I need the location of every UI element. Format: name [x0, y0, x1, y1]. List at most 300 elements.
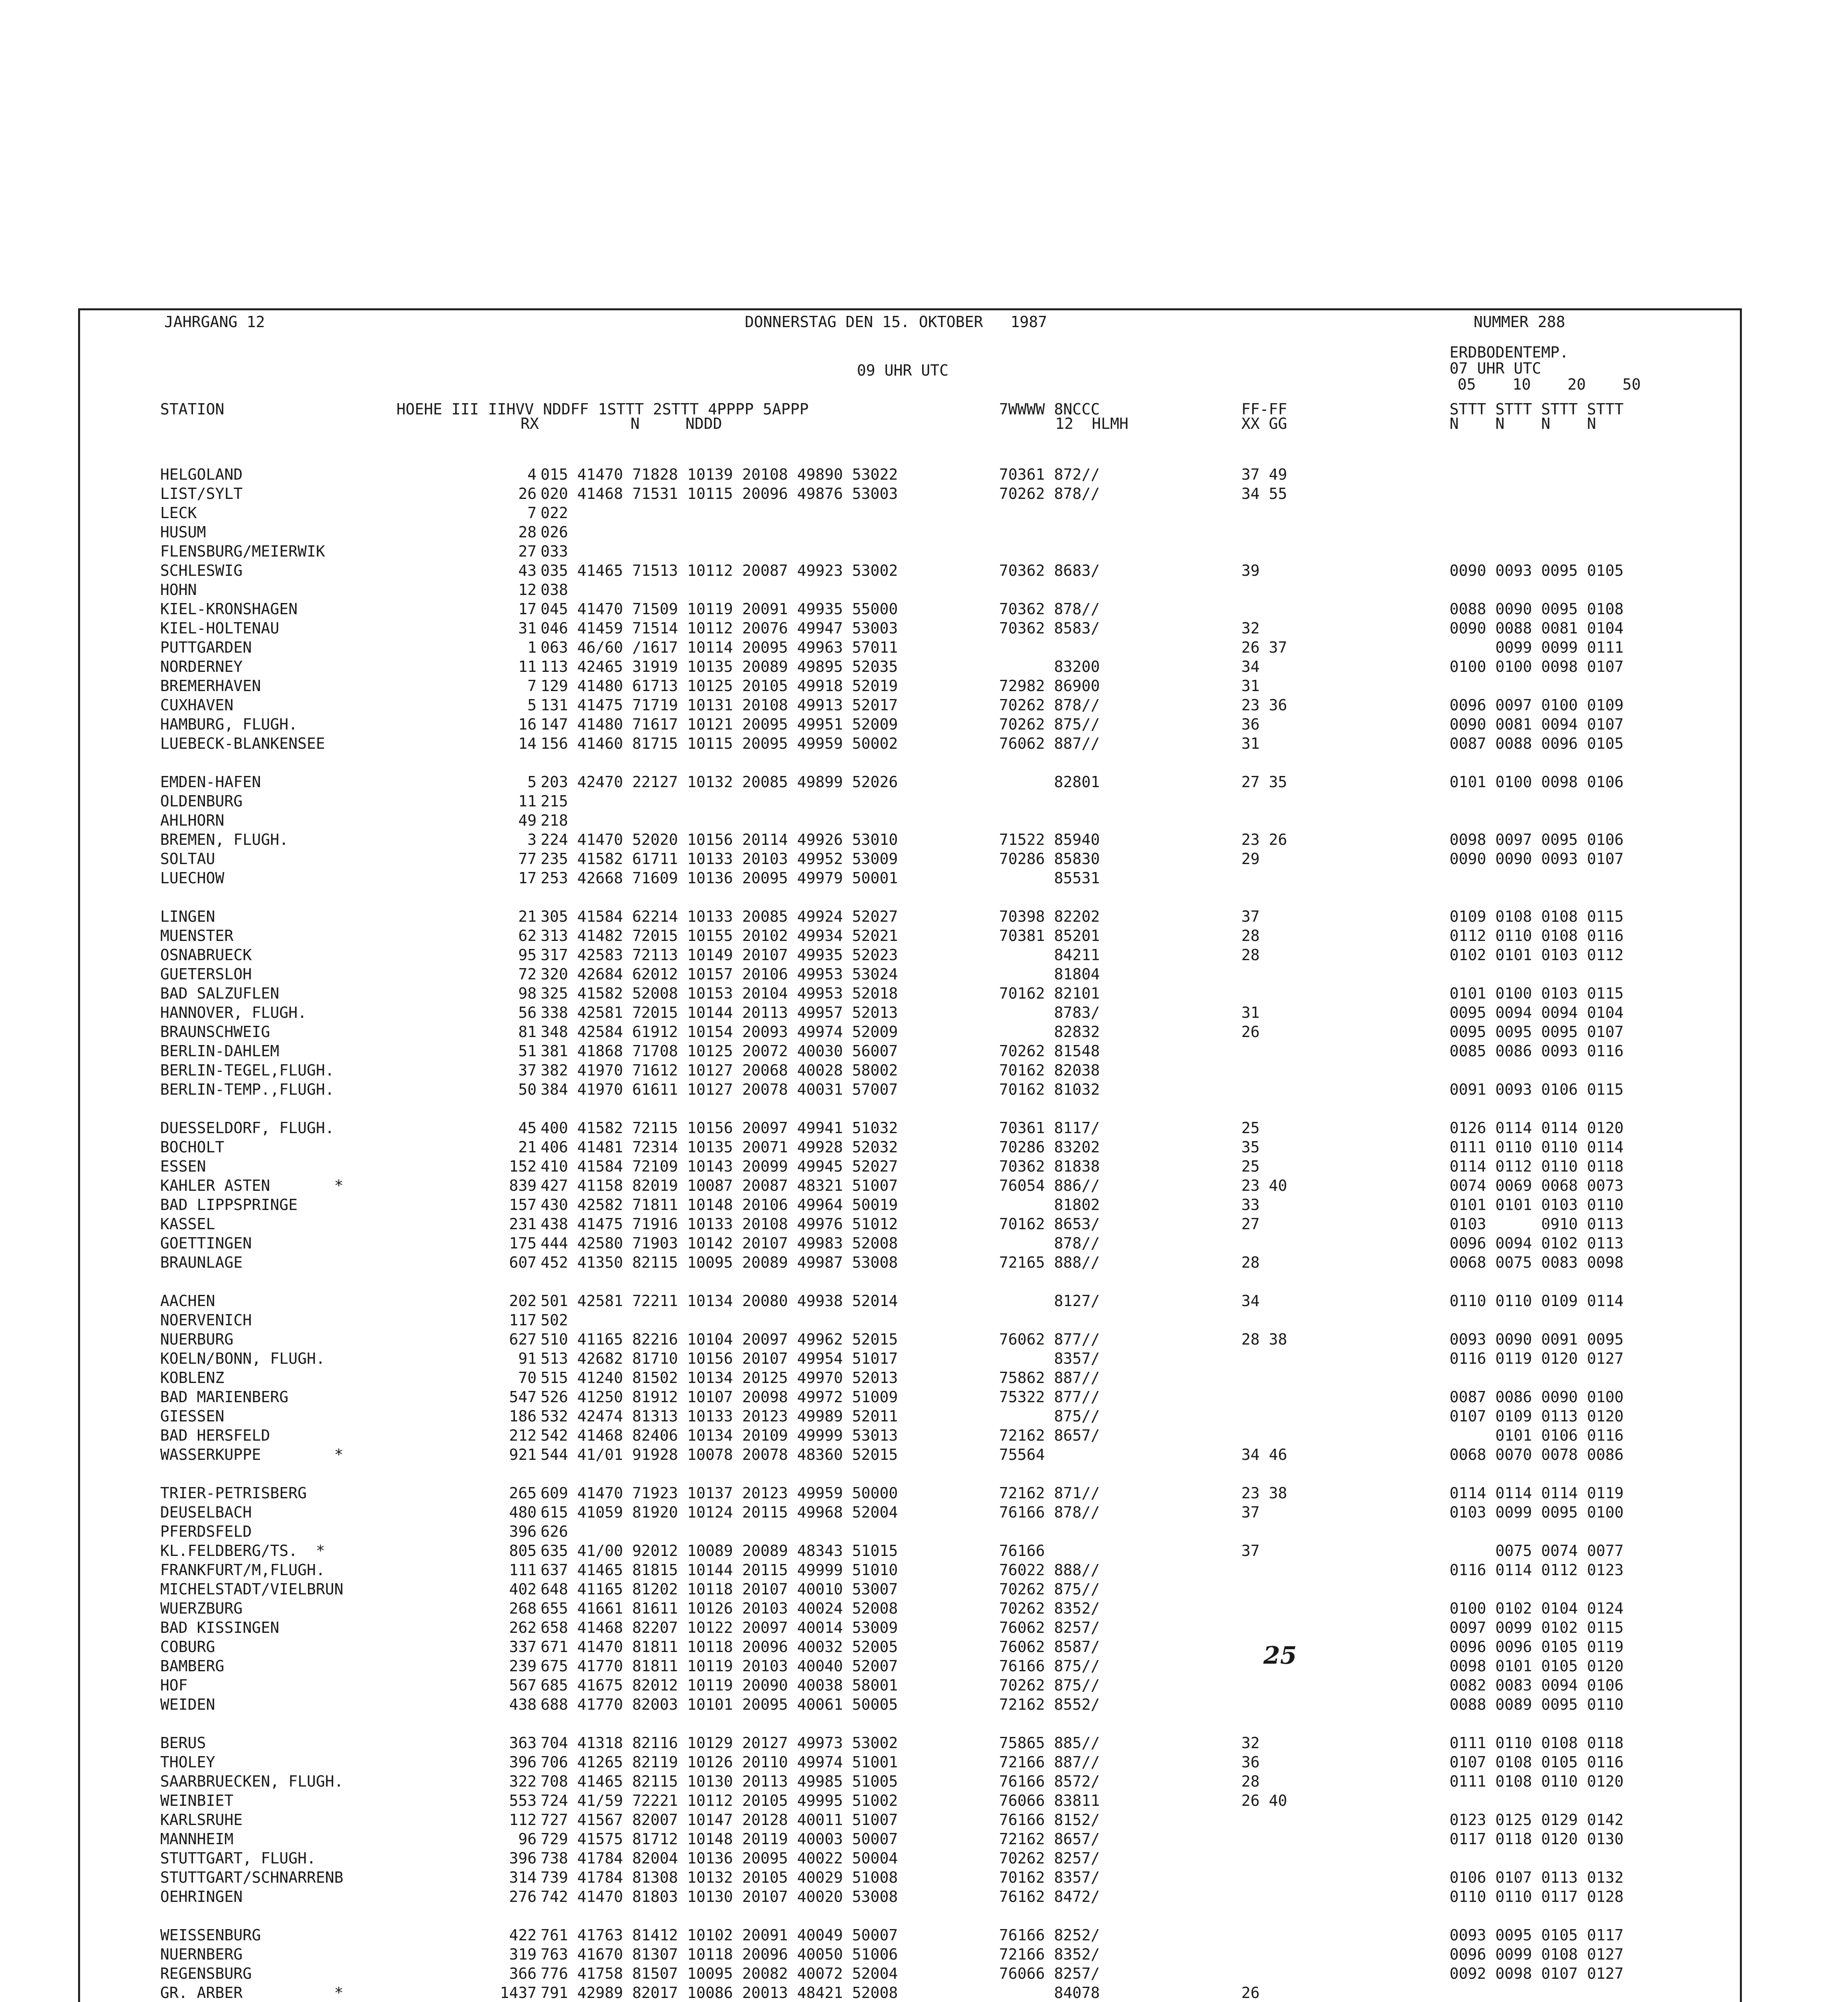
observation-time: 09 UHR UTC: [857, 362, 949, 379]
station-height: 805: [509, 1542, 537, 1560]
station-name: FLENSBURG/MEIERWIK: [160, 543, 325, 560]
soil-temps: 0114 0114 0114 0119: [1450, 1484, 1624, 1502]
synop-groups: 609 41470 71923 10137 20123 49959 50000: [541, 1484, 898, 1502]
synop-groups: 706 41265 82119 10126 20110 49974 51001: [541, 1753, 898, 1771]
soil-temps: 0101 0101 0103 0110: [1450, 1196, 1624, 1214]
weather-groups: 70162 82101: [999, 985, 1100, 1002]
station-name: WEIDEN: [160, 1696, 215, 1713]
station-height: 396: [509, 1523, 537, 1540]
weather-groups: 75862 887//: [999, 1369, 1100, 1387]
weather-groups: 76166 8152/: [999, 1811, 1100, 1829]
weather-groups: 70262 8352/: [999, 1600, 1100, 1617]
soil-temps: 0123 0125 0129 0142: [1450, 1811, 1624, 1829]
station-height: 567: [509, 1676, 537, 1694]
wind-gusts: 27: [1241, 1215, 1260, 1233]
soil-temps: 0100 0102 0104 0124: [1450, 1600, 1624, 1617]
station-name: SAARBRUECKEN, FLUGH.: [160, 1773, 344, 1790]
station-height: 396: [509, 1849, 537, 1867]
weather-groups: 72982 86900: [999, 677, 1100, 695]
weather-groups: 72162 8657/: [999, 1830, 1100, 1848]
wind-gusts: 34: [1241, 658, 1260, 675]
synop-groups: 532 42474 81313 10133 20123 49989 52011: [541, 1407, 898, 1425]
station-height: 70: [518, 1369, 537, 1387]
station-name: BAMBERG: [160, 1657, 225, 1675]
weather-groups: 75322 877//: [999, 1388, 1100, 1406]
station-height: 276: [509, 1888, 537, 1906]
station-name: WEISSENBURG: [160, 1926, 261, 1944]
station-name: WUERZBURG: [160, 1600, 243, 1617]
soil-depths: 05 10 20 50: [1458, 376, 1641, 393]
soil-temps: 0101 0100 0103 0115: [1450, 985, 1624, 1002]
weather-groups: 70262 878//: [999, 696, 1100, 714]
synop-groups: 515 41240 81502 10134 20125 49970 52013: [541, 1369, 898, 1387]
weather-groups: 70162 8653/: [999, 1215, 1100, 1233]
weather-groups: 70361 8117/: [999, 1119, 1100, 1137]
station-height: 56: [518, 1004, 537, 1021]
synop-groups: 203 42470 22127 10132 20085 49899 52026: [541, 773, 898, 791]
wind-gusts: 26: [1241, 1984, 1260, 2002]
station-height: 21: [518, 908, 537, 925]
synop-groups: 626: [541, 1523, 568, 1540]
weather-groups: 72166 8352/: [999, 1946, 1100, 1963]
synop-groups: 637 41465 81815 10144 20115 49999 51010: [541, 1561, 898, 1579]
weather-groups: 72166 887//: [999, 1753, 1100, 1771]
station-name: BERLIN-TEMP.,FLUGH.: [160, 1081, 334, 1098]
soil-temps: 0106 0107 0113 0132: [1450, 1869, 1624, 1886]
soil-temps: 0074 0069 0068 0073: [1450, 1177, 1624, 1194]
station-height: 7: [527, 504, 537, 522]
station-height: 1437: [500, 1984, 537, 2002]
station-name: LUECHOW: [160, 869, 225, 887]
station-name: SCHLESWIG: [160, 562, 243, 579]
synop-groups: 305 41584 62214 10133 20085 49924 52027: [541, 908, 898, 925]
station-height: 11: [518, 792, 537, 810]
station-name: BREMERHAVEN: [160, 677, 261, 695]
station-name: TRIER-PETRISBERG: [160, 1484, 307, 1502]
soil-temps: 0090 0081 0094 0107: [1450, 716, 1624, 733]
synop-groups: 501 42581 72211 10134 20080 49938 52014: [541, 1292, 898, 1310]
weather-groups: 85531: [999, 869, 1100, 887]
synop-groups: 763 41670 81307 10118 20096 40050 51006: [541, 1946, 898, 1963]
station-height: 5: [527, 773, 537, 791]
station-height: 268: [509, 1600, 537, 1617]
synop-groups: 348 42584 61912 10154 20093 49974 52009: [541, 1023, 898, 1041]
soil-temps: 0111 0110 0108 0118: [1450, 1734, 1624, 1752]
station-height: 72: [518, 965, 537, 983]
station-height: 37: [518, 1061, 537, 1079]
weather-groups: 72162 8552/: [999, 1696, 1100, 1713]
synop-groups: 063 46/60 /1617 10114 20095 49963 57011: [541, 639, 898, 656]
soil-temp-title: ERDBODENTEMP.: [1450, 344, 1569, 361]
soil-temps: 0090 0090 0093 0107: [1450, 850, 1624, 868]
weather-groups: 76066 83811: [999, 1792, 1100, 1809]
station-name: KOELN/BONN, FLUGH.: [160, 1350, 325, 1367]
station-name: BERUS: [160, 1734, 206, 1752]
weather-groups: 875//: [999, 1407, 1100, 1425]
soil-temps: 0112 0110 0108 0116: [1450, 927, 1624, 945]
soil-temps: 0103 0910 0113: [1450, 1215, 1624, 1233]
station-height: 157: [509, 1196, 537, 1214]
soil-temps: 0082 0083 0094 0106: [1450, 1676, 1624, 1694]
station-name: STUTTGART, FLUGH.: [160, 1849, 316, 1867]
synop-groups: 452 41350 82115 10095 20089 49987 53008: [541, 1254, 898, 1271]
station-name: THOLEY: [160, 1753, 215, 1771]
synop-groups: 215: [541, 792, 568, 810]
soil-temps: 0116 0119 0120 0127: [1450, 1350, 1624, 1367]
weather-groups: 70262 81548: [999, 1042, 1100, 1060]
soil-temps: 0068 0075 0083 0098: [1450, 1254, 1624, 1271]
soil-temps: 0087 0088 0096 0105: [1450, 735, 1624, 752]
station-name: KARLSRUHE: [160, 1811, 243, 1829]
station-height: 202: [509, 1292, 537, 1310]
wind-gusts: 28: [1241, 927, 1260, 945]
synop-groups: 791 42989 82017 10086 20013 48421 52008: [541, 1984, 898, 2002]
station-name: LIST/SYLT: [160, 485, 243, 503]
station-name: NUERBURG: [160, 1331, 234, 1348]
synop-groups: 430 42582 71811 10148 20106 49964 50019: [541, 1196, 898, 1214]
weather-groups: 76166 878//: [999, 1504, 1100, 1521]
station-name: REGENSBURG: [160, 1965, 252, 1982]
synop-groups: 708 41465 82115 10130 20113 49985 51005: [541, 1773, 898, 1790]
synop-groups: 131 41475 71719 10131 20108 49913 52017: [541, 696, 898, 714]
station-name: HUSUM: [160, 523, 206, 541]
station-name: GUETERSLOH: [160, 965, 252, 983]
column-groups-sub: RX N NDDD: [521, 415, 722, 432]
wind-gusts: 28 38: [1241, 1331, 1287, 1348]
wind-gusts: 37: [1241, 1542, 1260, 1560]
station-name: BAD HERSFELD: [160, 1427, 270, 1444]
synop-groups: 224 41470 52020 10156 20114 49926 53010: [541, 831, 898, 848]
station-name: OSNABRUECK: [160, 946, 252, 964]
soil-temps: 0117 0118 0120 0130: [1450, 1830, 1624, 1848]
station-height: 112: [509, 1811, 537, 1829]
wind-gusts: 23 36: [1241, 696, 1287, 714]
station-height: 7: [527, 677, 537, 695]
station-height: 422: [509, 1926, 537, 1944]
wind-gusts: 27 35: [1241, 773, 1287, 791]
station-height: 319: [509, 1946, 537, 1963]
station-height: 49: [518, 812, 537, 829]
synop-groups: 776 41758 81507 10095 20082 40072 52004: [541, 1965, 898, 1982]
station-name: MANNHEIM: [160, 1830, 234, 1848]
station-height: 839: [509, 1177, 537, 1194]
synop-groups: 739 41784 81308 10132 20105 40029 51008: [541, 1869, 898, 1886]
weather-groups: 71522 85940: [999, 831, 1100, 848]
weather-groups: 70262 875//: [999, 1580, 1100, 1598]
station-height: 175: [509, 1234, 537, 1252]
synop-groups: 113 42465 31919 10135 20089 49895 52035: [541, 658, 898, 675]
station-name: HELGOLAND: [160, 466, 243, 483]
station-height: 26: [518, 485, 537, 503]
station-name: ESSEN: [160, 1158, 206, 1175]
station-name: BRAUNLAGE: [160, 1254, 243, 1271]
wind-gusts: 31: [1241, 735, 1260, 752]
weather-groups: 81804: [999, 965, 1100, 983]
soil-temps: 0090 0093 0095 0105: [1450, 562, 1624, 579]
weather-groups: 76062 877//: [999, 1331, 1100, 1348]
synop-groups: 727 41567 82007 10147 20128 40011 51007: [541, 1811, 898, 1829]
soil-temps: 0110 0110 0117 0128: [1450, 1888, 1624, 1906]
soil-temps: 0101 0106 0116: [1450, 1427, 1624, 1444]
weather-groups: 75865 885//: [999, 1734, 1100, 1752]
weather-groups: 70262 875//: [999, 716, 1100, 733]
station-name: MICHELSTADT/VIELBRUN: [160, 1580, 344, 1598]
station-height: 553: [509, 1792, 537, 1809]
synop-groups: 020 41468 71531 10115 20096 49876 53003: [541, 485, 898, 503]
station-name: AHLHORN: [160, 812, 225, 829]
station-height: 337: [509, 1638, 537, 1656]
weather-groups: 70361 872//: [999, 466, 1100, 483]
soil-temps: 0090 0088 0081 0104: [1450, 619, 1624, 637]
weather-groups: 70286 85830: [999, 850, 1100, 868]
soil-temps: 0110 0110 0109 0114: [1450, 1292, 1624, 1310]
report-date: DONNERSTAG DEN 15. OKTOBER 1987: [745, 313, 1047, 331]
station-name: STUTTGART/SCHNARRENB: [160, 1869, 344, 1886]
weather-groups: 81802: [999, 1196, 1100, 1214]
station-name: PFERDSFELD: [160, 1523, 252, 1540]
weather-groups: 70262 875//: [999, 1676, 1100, 1694]
station-height: 262: [509, 1619, 537, 1636]
station-name: KOBLENZ: [160, 1369, 225, 1387]
station-name: NUERNBERG: [160, 1946, 243, 1963]
weather-groups: 83200: [999, 658, 1100, 675]
synop-groups: 410 41584 72109 10143 20099 49945 52027: [541, 1158, 898, 1175]
station-name: NOERVENICH: [160, 1311, 252, 1329]
station-height: 152: [509, 1158, 537, 1175]
weather-groups: 70162 82038: [999, 1061, 1100, 1079]
column-wind: FF-FF: [1241, 400, 1287, 418]
soil-temps: 0087 0086 0090 0100: [1450, 1388, 1624, 1406]
column-wind-sub: XX GG: [1241, 415, 1287, 432]
weather-groups: 70162 81032: [999, 1081, 1100, 1098]
soil-temps: 0100 0100 0098 0107: [1450, 658, 1624, 675]
station-name: BERLIN-TEGEL,FLUGH.: [160, 1061, 334, 1079]
weather-groups: 70381 85201: [999, 927, 1100, 945]
station-height: 480: [509, 1504, 537, 1521]
wind-gusts: 34 46: [1241, 1446, 1287, 1463]
wind-gusts: 35: [1241, 1138, 1260, 1156]
column-groups: HOEHE III IIHVV NDDFF 1STTT 2STTT 4PPPP 5APPP: [396, 400, 809, 418]
synop-groups: 635 41/00 92012 10089 20089 48343 51015: [541, 1542, 898, 1560]
soil-temps: 0096 0097 0100 0109: [1450, 696, 1624, 714]
station-height: 51: [518, 1042, 537, 1060]
wind-gusts: 32: [1241, 1734, 1260, 1752]
station-height: 239: [509, 1657, 537, 1675]
soil-temps: 0101 0100 0098 0106: [1450, 773, 1624, 791]
soil-temps: 0102 0101 0103 0112: [1450, 946, 1624, 964]
soil-temps: 0107 0108 0105 0116: [1450, 1753, 1624, 1771]
synop-groups: 035 41465 71513 10112 20087 49923 53002: [541, 562, 898, 579]
station-name: LECK: [160, 504, 197, 522]
wind-gusts: 23 38: [1241, 1484, 1287, 1502]
weather-groups: 76054 886//: [999, 1177, 1100, 1194]
weather-groups: 70362 878//: [999, 600, 1100, 618]
wind-gusts: 28: [1241, 1254, 1260, 1271]
soil-temps: 0068 0070 0078 0086: [1450, 1446, 1624, 1463]
synop-groups: 313 41482 72015 10155 20102 49934 52021: [541, 927, 898, 945]
synop-groups: 658 41468 82207 10122 20097 40014 53009: [541, 1619, 898, 1636]
station-height: 3: [527, 831, 537, 848]
synop-groups: 129 41480 61713 10125 20105 49918 52019: [541, 677, 898, 695]
wind-gusts: 31: [1241, 1004, 1260, 1021]
weather-groups: 76062 887//: [999, 735, 1100, 752]
column-soil-sub: N N N N: [1450, 415, 1597, 432]
soil-temps: 0085 0086 0093 0116: [1450, 1042, 1624, 1060]
soil-temps: 0096 0096 0105 0119: [1450, 1638, 1624, 1656]
wind-gusts: 25: [1241, 1119, 1260, 1137]
station-height: 91: [518, 1350, 537, 1367]
soil-temps: 0092 0098 0107 0127: [1450, 1965, 1624, 1982]
station-name: KAHLER ASTEN *: [160, 1177, 344, 1194]
weather-groups: 82801: [999, 773, 1100, 791]
wind-gusts: 33: [1241, 1196, 1260, 1214]
synop-groups: 655 41661 81611 10126 20103 40024 52008: [541, 1600, 898, 1617]
wind-gusts: 26 37: [1241, 639, 1287, 656]
station-height: 95: [518, 946, 537, 964]
station-height: 43: [518, 562, 537, 579]
weather-groups: 75564: [999, 1446, 1045, 1463]
soil-temps: 0107 0109 0113 0120: [1450, 1407, 1624, 1425]
synop-groups: 671 41470 81811 10118 20096 40032 52005: [541, 1638, 898, 1656]
soil-temp-time: 07 UHR UTC: [1450, 360, 1541, 377]
synop-groups: 033: [541, 543, 568, 560]
station-name: BERLIN-DAHLEM: [160, 1042, 280, 1060]
soil-temps: 0096 0094 0102 0113: [1450, 1234, 1624, 1252]
wind-gusts: 28: [1241, 946, 1260, 964]
soil-temps: 0096 0099 0108 0127: [1450, 1946, 1624, 1963]
station-name: KIEL-HOLTENAU: [160, 619, 280, 637]
station-name: WASSERKUPPE *: [160, 1446, 344, 1463]
weather-groups: 70162 8357/: [999, 1869, 1100, 1886]
soil-temps: 0109 0108 0108 0115: [1450, 908, 1624, 925]
wind-gusts: 23 40: [1241, 1177, 1287, 1194]
weather-groups: 70286 83202: [999, 1138, 1100, 1156]
soil-temps: 0095 0094 0094 0104: [1450, 1004, 1624, 1021]
station-height: 50: [518, 1081, 537, 1098]
station-height: 17: [518, 869, 537, 887]
wind-gusts: 25: [1241, 1158, 1260, 1175]
synop-groups: 685 41675 82012 10119 20090 40038 58001: [541, 1676, 898, 1694]
synop-groups: 542 41468 82406 10134 20109 49999 53013: [541, 1427, 898, 1444]
soil-temps: 0103 0099 0095 0100: [1450, 1504, 1624, 1521]
station-name: WEINBIET: [160, 1792, 234, 1809]
synop-groups: 022: [541, 504, 568, 522]
station-name: HAMBURG, FLUGH.: [160, 716, 298, 733]
station-height: 31: [518, 619, 537, 637]
station-height: 212: [509, 1427, 537, 1444]
soil-temps: 0098 0101 0105 0120: [1450, 1657, 1624, 1675]
wind-gusts: 39: [1241, 562, 1260, 579]
soil-temps: 0088 0089 0095 0110: [1450, 1696, 1624, 1713]
soil-temps: 0111 0108 0110 0120: [1450, 1773, 1624, 1790]
wind-gusts: 26 40: [1241, 1792, 1287, 1809]
station-name: FRANKFURT/M,FLUGH.: [160, 1561, 325, 1579]
station-height: 5: [527, 696, 537, 714]
station-name: BOCHOLT: [160, 1138, 225, 1156]
wind-gusts: 32: [1241, 619, 1260, 637]
soil-temps: 0093 0090 0091 0095: [1450, 1331, 1624, 1348]
handwritten-mark: 25: [1263, 1642, 1297, 1670]
station-height: 363: [509, 1734, 537, 1752]
station-height: 438: [509, 1696, 537, 1713]
station-name: KL.FELDBERG/TS. *: [160, 1542, 325, 1560]
station-name: MUENSTER: [160, 927, 234, 945]
station-height: 627: [509, 1331, 537, 1348]
weather-groups: 70398 82202: [999, 908, 1100, 925]
station-name: AACHEN: [160, 1292, 215, 1310]
wind-gusts: 37: [1241, 908, 1260, 925]
soil-temps: 0075 0074 0077: [1450, 1542, 1624, 1560]
station-name: GIESSEN: [160, 1407, 225, 1425]
weather-groups: 76066 8257/: [999, 1965, 1100, 1982]
synop-groups: 729 41575 81712 10148 20119 40003 50007: [541, 1830, 898, 1848]
weather-groups: 8357/: [999, 1350, 1100, 1367]
synop-groups: 502: [541, 1311, 568, 1329]
synop-groups: 406 41481 72314 10135 20071 49928 52032: [541, 1138, 898, 1156]
synop-groups: 544 41/01 91928 10078 20078 48360 52015: [541, 1446, 898, 1463]
synop-groups: 427 41158 82019 10087 20087 48321 51007: [541, 1177, 898, 1194]
station-name: GR. ARBER *: [160, 1984, 344, 2002]
synop-groups: 615 41059 81920 10124 20115 49968 52004: [541, 1504, 898, 1521]
wind-gusts: 34: [1241, 1292, 1260, 1310]
wind-gusts: 26: [1241, 1023, 1260, 1041]
weather-groups: 76162 8472/: [999, 1888, 1100, 1906]
synop-groups: 038: [541, 581, 568, 599]
weather-groups: 76166: [999, 1542, 1045, 1560]
weather-groups: 84211: [999, 946, 1100, 964]
weather-groups: 70262 878//: [999, 485, 1100, 503]
wind-gusts: 31: [1241, 677, 1260, 695]
station-name: SOLTAU: [160, 850, 215, 868]
synop-groups: 724 41/59 72221 10112 20105 49995 51002: [541, 1792, 898, 1809]
soil-temps: 0098 0097 0095 0106: [1450, 831, 1624, 848]
station-height: 62: [518, 927, 537, 945]
weather-groups: 76166 8252/: [999, 1926, 1100, 1944]
station-name: PUTTGARDEN: [160, 639, 252, 656]
wind-gusts: 29: [1241, 850, 1260, 868]
soil-temps: 0093 0095 0105 0117: [1450, 1926, 1624, 1944]
synop-groups: 045 41470 71509 10119 20091 49935 55000: [541, 600, 898, 618]
synop-groups: 320 42684 62012 10157 20106 49953 53024: [541, 965, 898, 983]
soil-temps: 0095 0095 0095 0107: [1450, 1023, 1624, 1041]
synop-groups: 015 41470 71828 10139 20108 49890 53022: [541, 466, 898, 483]
station-height: 111: [509, 1561, 537, 1579]
weather-groups: 84078: [999, 1984, 1100, 2002]
soil-temps: 0111 0110 0110 0114: [1450, 1138, 1624, 1156]
column-weather-sub: 12 HLMH: [1055, 415, 1129, 432]
weather-groups: 70362 81838: [999, 1158, 1100, 1175]
station-height: 265: [509, 1484, 537, 1502]
weather-groups: 76062 8587/: [999, 1638, 1100, 1656]
wind-gusts: 34 55: [1241, 485, 1287, 503]
station-height: 98: [518, 985, 537, 1002]
station-name: DUESSELDORF, FLUGH.: [160, 1119, 334, 1137]
synop-groups: 438 41475 71916 10133 20108 49976 51012: [541, 1215, 898, 1233]
station-name: BRAUNSCHWEIG: [160, 1023, 270, 1041]
station-height: 921: [509, 1446, 537, 1463]
station-height: 28: [518, 523, 537, 541]
station-name: CUXHAVEN: [160, 696, 234, 714]
weather-groups: 72165 888//: [999, 1254, 1100, 1271]
synop-groups: 444 42580 71903 10142 20107 49983 52008: [541, 1234, 898, 1252]
station-name: HANNOVER, FLUGH.: [160, 1004, 307, 1021]
station-name: OLDENBURG: [160, 792, 243, 810]
wind-gusts: 23 26: [1241, 831, 1287, 848]
station-name: OEHRINGEN: [160, 1888, 243, 1906]
station-name: COBURG: [160, 1638, 215, 1656]
soil-temps: 0114 0112 0110 0118: [1450, 1158, 1624, 1175]
weather-groups: 878//: [999, 1234, 1100, 1252]
